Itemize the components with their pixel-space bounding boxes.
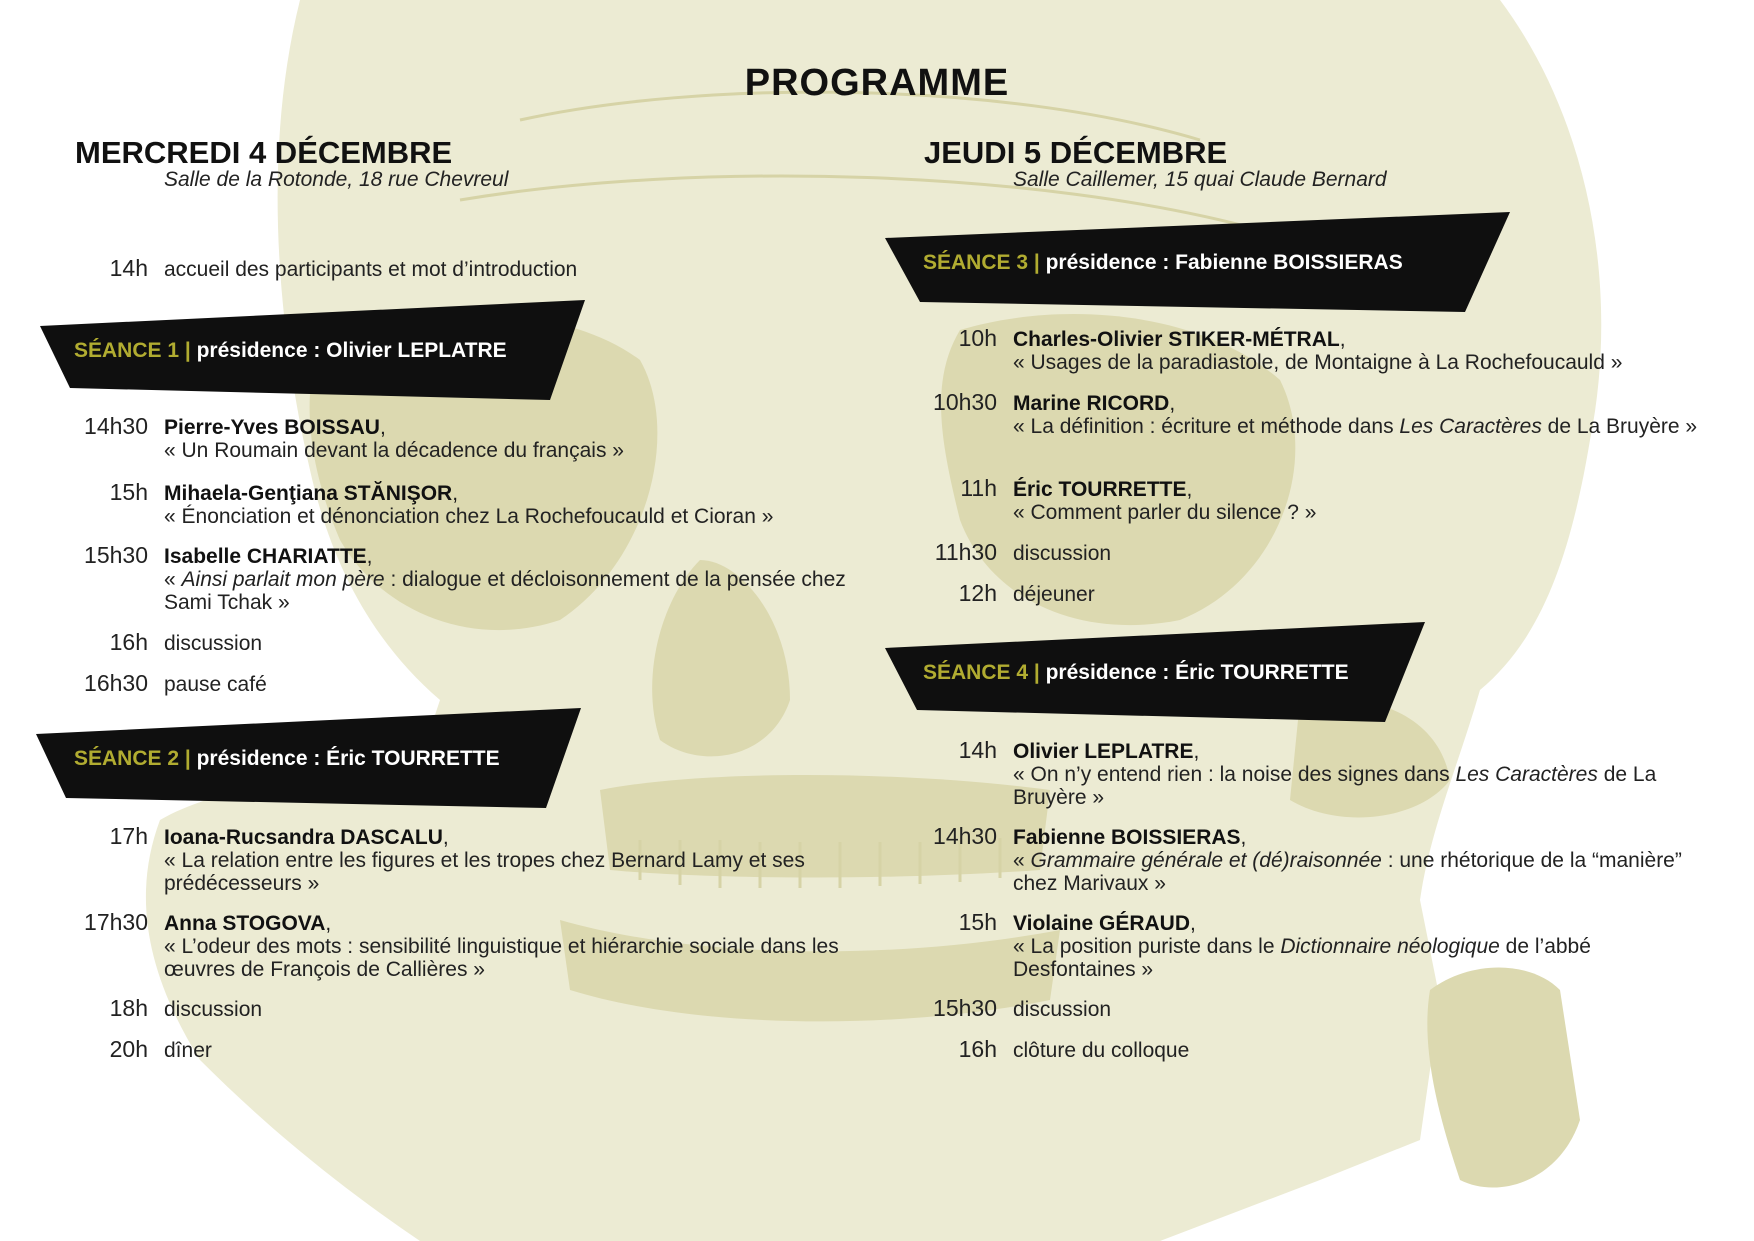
- entry-time: 10h: [958, 325, 997, 351]
- entry-time: 14h: [109, 255, 148, 281]
- entry-time: 15h30: [84, 542, 148, 568]
- seance-separator: |: [1033, 251, 1040, 274]
- seance-label: SÉANCE 3: [923, 251, 1029, 274]
- talk-title: « Ainsi parlait mon père : dialogue et décloisonnement de la pensée chez Sami Tchak »: [164, 568, 846, 614]
- speaker-name: Ioana-Rucsandra DASCALU: [164, 826, 443, 849]
- seance-heading: [923, 251, 1403, 275]
- day-venue: Salle Caillemer, 15 quai Claude Bernard: [1013, 168, 1387, 191]
- schedule-entry: [109, 629, 854, 655]
- entry-time: 10h30: [933, 389, 997, 415]
- talk-entry: [933, 823, 1713, 895]
- seance-heading: [923, 661, 1349, 685]
- entry-time: 12h: [958, 580, 997, 606]
- talk-entry: [958, 325, 1713, 374]
- entry-text: discussion: [1013, 998, 1112, 1021]
- page-title: PROGRAMME: [744, 62, 1010, 104]
- seance-presidence: présidence : Éric TOURRETTE: [196, 747, 500, 770]
- talk-title: « L’odeur des mots : sensibilité linguistique et hiérarchie sociale dans les œuvres de François de Callières »: [164, 935, 839, 981]
- entry-time: 15h30: [933, 995, 997, 1021]
- entry-text: dîner: [164, 1039, 212, 1062]
- entry-text: clôture du colloque: [1013, 1039, 1190, 1062]
- day-venue: Salle de la Rotonde, 18 rue Chevreul: [164, 168, 509, 191]
- entry-text: déjeuner: [1013, 583, 1095, 606]
- day-title: JEUDI 5 DÉCEMBRE: [924, 135, 1228, 170]
- entry-time: 20h: [109, 1036, 148, 1062]
- talk-title: « Un Roumain devant la décadence du français »: [164, 439, 624, 462]
- schedule-entry: [933, 995, 1713, 1021]
- seance-presidence: présidence : Olivier LEPLATRE: [196, 339, 507, 362]
- seance-banner: [36, 708, 581, 808]
- entry-text: accueil des participants et mot d’introduction: [164, 258, 578, 281]
- talk-entry: [109, 479, 854, 528]
- seance-separator: |: [184, 747, 191, 770]
- talk-entry: [960, 475, 1713, 524]
- entry-time: 15h: [109, 479, 148, 505]
- seance-presidence: présidence : Fabienne BOISSIERAS: [1045, 251, 1403, 274]
- speaker-name: Mihaela-Genţiana STĂNIŞOR: [164, 482, 453, 505]
- speaker-name: Olivier LEPLATRE: [1013, 740, 1194, 763]
- entry-text: discussion: [164, 998, 263, 1021]
- seance-heading: [74, 747, 500, 771]
- comma: ,: [1169, 392, 1176, 415]
- day-title: MERCREDI 4 DÉCEMBRE: [75, 135, 453, 170]
- entry-time: 16h30: [84, 670, 148, 696]
- speaker-name: Éric TOURRETTE: [1013, 478, 1187, 501]
- talk-title: « Usages de la paradiastole, de Montaigne à La Rochefoucauld »: [1013, 351, 1623, 374]
- speaker-name: Violaine GÉRAUD: [1013, 912, 1190, 935]
- entry-text: discussion: [1013, 542, 1112, 565]
- talk-title: « La définition : écriture et méthode dans Les Caractères de La Bruyère »: [1013, 415, 1698, 438]
- seance-label: SÉANCE 1: [74, 339, 180, 362]
- entry-time: 11h30: [934, 539, 997, 565]
- schedule-entry: [84, 670, 854, 696]
- comma: ,: [1186, 478, 1193, 501]
- seance-label: SÉANCE 2: [74, 747, 180, 770]
- talk-title: « Comment parler du silence ? »: [1013, 501, 1317, 524]
- talk-entry: [958, 909, 1713, 981]
- schedule-entry: [109, 1036, 854, 1062]
- speaker-name: Anna STOGOVA: [164, 912, 326, 935]
- seance-separator: |: [184, 339, 191, 362]
- talk-title: « On n’y entend rien : la noise des signes dans Les Caractères de La Bruyère »: [1013, 763, 1657, 809]
- comma: ,: [442, 826, 449, 849]
- intro-entry: [109, 255, 854, 281]
- schedule-entry: [958, 1036, 1713, 1062]
- comma: ,: [1339, 328, 1346, 351]
- schedule-entry: [109, 995, 854, 1021]
- talk-title: « La position puriste dans le Dictionnaire néologique de l’abbé Desfontaines »: [1013, 935, 1591, 981]
- talk-title: « La relation entre les figures et les tropes chez Bernard Lamy et ses prédécesseurs »: [164, 849, 805, 895]
- entry-time: 18h: [109, 995, 148, 1021]
- entry-time: 17h30: [84, 909, 148, 935]
- speaker-name: Isabelle CHARIATTE: [164, 545, 367, 568]
- talk-entry: [84, 909, 854, 981]
- talk-entry: [84, 542, 854, 614]
- talk-entry: [958, 737, 1713, 809]
- speaker-name: Marine RICORD: [1013, 392, 1170, 415]
- comma: ,: [1193, 740, 1200, 763]
- speaker-name: Pierre-Yves BOISSAU: [164, 416, 380, 439]
- entry-time: 17h: [109, 823, 148, 849]
- talk-entry: [933, 389, 1713, 438]
- seance-banner: [885, 212, 1510, 312]
- speaker-name: Charles-Olivier STIKER-MÉTRAL: [1013, 328, 1340, 351]
- seance-banner: [40, 300, 585, 400]
- entry-time: 16h: [958, 1036, 997, 1062]
- comma: ,: [325, 912, 332, 935]
- entry-time: 15h: [958, 909, 997, 935]
- entry-time: 16h: [109, 629, 148, 655]
- entry-time: 14h: [958, 737, 997, 763]
- talk-title: « Grammaire générale et (dé)raisonnée : une rhétorique de la “manière” chez Marivaux »: [1013, 849, 1682, 895]
- comma: ,: [379, 416, 386, 439]
- entry-text: pause café: [164, 673, 267, 696]
- seance-separator: |: [1033, 661, 1040, 684]
- seance-label: SÉANCE 4: [923, 661, 1029, 684]
- seance-presidence: présidence : Éric TOURRETTE: [1045, 661, 1349, 684]
- entry-text: discussion: [164, 632, 263, 655]
- comma: ,: [1240, 826, 1247, 849]
- seance-heading: [74, 339, 507, 363]
- talk-entry: [109, 823, 854, 895]
- comma: ,: [1189, 912, 1196, 935]
- schedule-entry: [958, 580, 1713, 606]
- seance-banner: [885, 622, 1425, 722]
- talk-entry: [84, 413, 854, 462]
- comma: ,: [452, 482, 459, 505]
- entry-time: 11h: [960, 475, 997, 501]
- comma: ,: [366, 545, 373, 568]
- entry-time: 14h30: [933, 823, 997, 849]
- talk-title: « Énonciation et dénonciation chez La Rochefoucauld et Cioran »: [164, 505, 774, 528]
- entry-time: 14h30: [84, 413, 148, 439]
- schedule-entry: [934, 539, 1713, 565]
- speaker-name: Fabienne BOISSIERAS: [1013, 826, 1241, 849]
